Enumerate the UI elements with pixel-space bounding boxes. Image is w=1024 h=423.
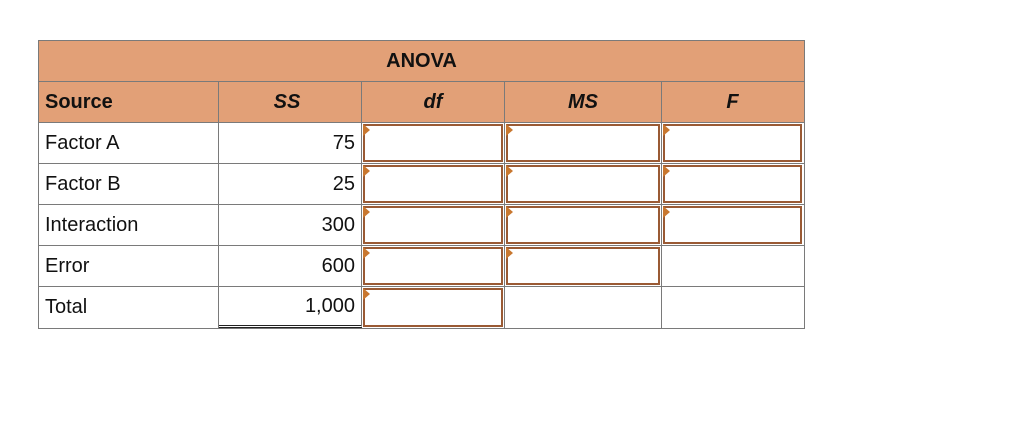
comment-flag-icon — [506, 206, 513, 218]
comment-flag-icon — [663, 165, 670, 177]
table-row — [39, 205, 804, 246]
header-df: df — [362, 82, 505, 122]
header-f: F — [726, 90, 739, 113]
table-row — [39, 287, 804, 328]
source-label: Error — [39, 246, 219, 286]
comment-flag-icon — [363, 288, 370, 300]
df-input[interactable] — [362, 164, 505, 204]
table-row — [39, 164, 804, 205]
table-title: ANOVA — [39, 41, 804, 82]
comment-flag-icon — [363, 247, 370, 259]
empty-cell — [662, 287, 803, 328]
df-input[interactable] — [362, 246, 505, 286]
comment-flag-icon — [506, 247, 513, 259]
source-label: Total — [39, 287, 219, 328]
f-input[interactable] — [662, 164, 803, 204]
table-row — [39, 123, 804, 164]
f-input[interactable] — [662, 123, 803, 163]
header-source: Source — [39, 82, 219, 122]
f-input[interactable] — [662, 205, 803, 245]
source-label: Factor A — [39, 123, 219, 163]
table-row — [39, 246, 804, 287]
ms-input[interactable] — [505, 246, 662, 286]
header-row — [39, 82, 804, 123]
ms-input[interactable] — [505, 123, 662, 163]
comment-flag-icon — [363, 206, 370, 218]
df-input[interactable] — [362, 205, 505, 245]
empty-cell — [662, 246, 803, 286]
header-ss: SS — [219, 82, 362, 122]
comment-flag-icon — [363, 165, 370, 177]
df-input[interactable] — [362, 123, 505, 163]
ss-value: 600 — [219, 246, 362, 286]
source-label: Factor B — [39, 164, 219, 204]
ms-input[interactable] — [505, 164, 662, 204]
comment-flag-icon — [363, 124, 370, 136]
comment-flag-icon — [663, 124, 670, 136]
header-ms: MS — [505, 82, 662, 122]
comment-flag-icon — [663, 206, 670, 218]
empty-cell — [505, 287, 662, 328]
ss-value: 75 — [219, 123, 362, 163]
ss-value: 1,000 — [219, 287, 362, 328]
source-label: Interaction — [39, 205, 219, 245]
ms-input[interactable] — [505, 205, 662, 245]
ss-value: 25 — [219, 164, 362, 204]
comment-flag-icon — [506, 165, 513, 177]
ss-value: 300 — [219, 205, 362, 245]
df-input[interactable] — [362, 287, 505, 328]
anova-table — [38, 40, 805, 329]
comment-flag-icon — [506, 124, 513, 136]
